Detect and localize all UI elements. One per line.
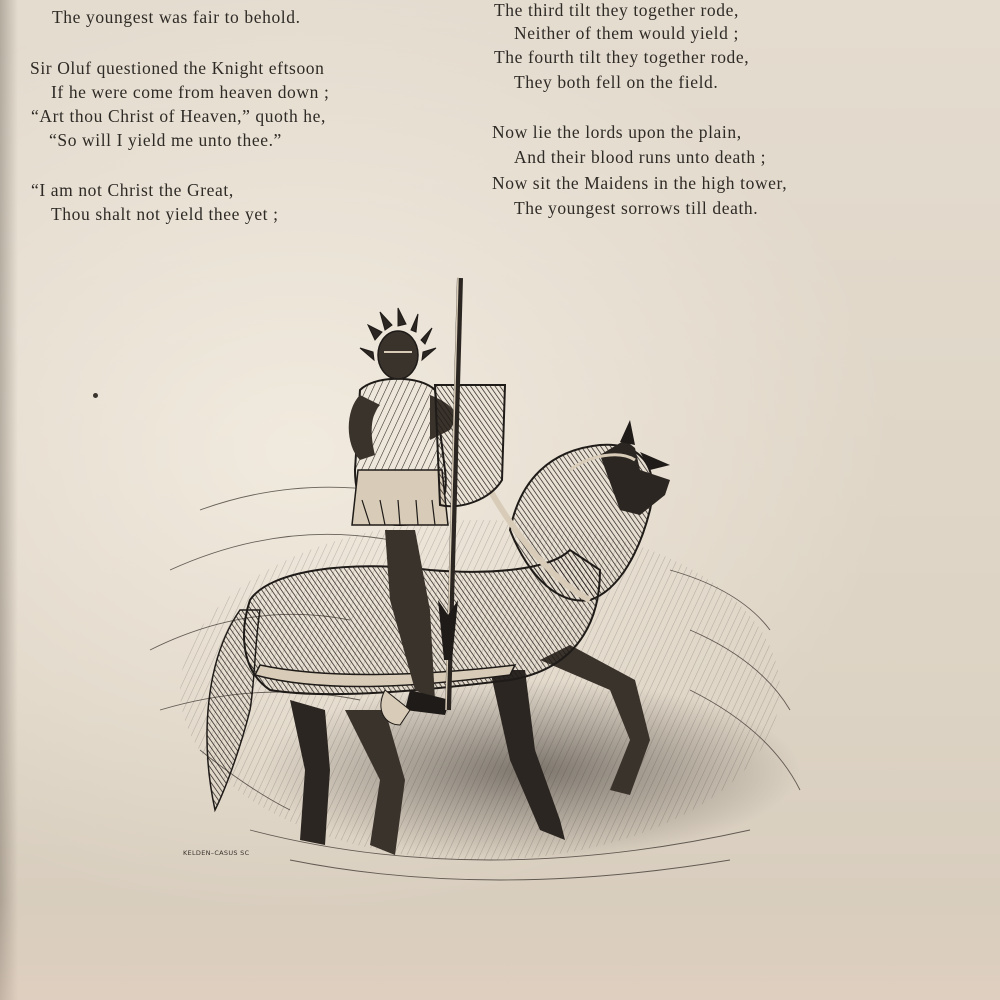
- page-spine-shadow: [0, 0, 18, 1000]
- knight-helmet: [378, 331, 418, 379]
- right-verse-line: The third tilt they together rode,: [494, 0, 739, 20]
- right-verse-line: Now sit the Maidens in the high tower,: [492, 173, 788, 193]
- right-verse-line: Now lie the lords upon the plain,: [492, 122, 742, 142]
- armored-knight-on-horseback-icon: [130, 270, 820, 890]
- left-verse-line: The youngest was fair to behold.: [52, 7, 301, 27]
- right-verse-line: The youngest sorrows till death.: [514, 198, 759, 218]
- left-verse-line: “I am not Christ the Great,: [31, 180, 234, 200]
- shield-icon: [435, 385, 505, 506]
- engraver-imprint: KELDEN–CASUS SC: [183, 849, 250, 857]
- left-verse-line: Sir Oluf questioned the Knight eftsoon: [30, 58, 325, 78]
- left-verse-line: “So will I yield me unto thee.”: [49, 130, 282, 150]
- right-verse-line: They both fell on the field.: [514, 72, 719, 92]
- right-verse-line: Neither of them would yield ;: [514, 23, 739, 43]
- light-reflection: [0, 900, 1000, 1000]
- left-verse-line: “Art thou Christ of Heaven,” quoth he,: [31, 106, 326, 126]
- left-verse-line: If he were come from heaven down ;: [51, 82, 330, 102]
- right-verse-line: And their blood runs unto death ;: [514, 147, 767, 167]
- ink-speck: [93, 393, 98, 398]
- horse-ear: [620, 420, 635, 445]
- right-verse-line: The fourth tilt they together rode,: [494, 47, 750, 67]
- left-verse-line: Thou shalt not yield thee yet ;: [51, 204, 279, 224]
